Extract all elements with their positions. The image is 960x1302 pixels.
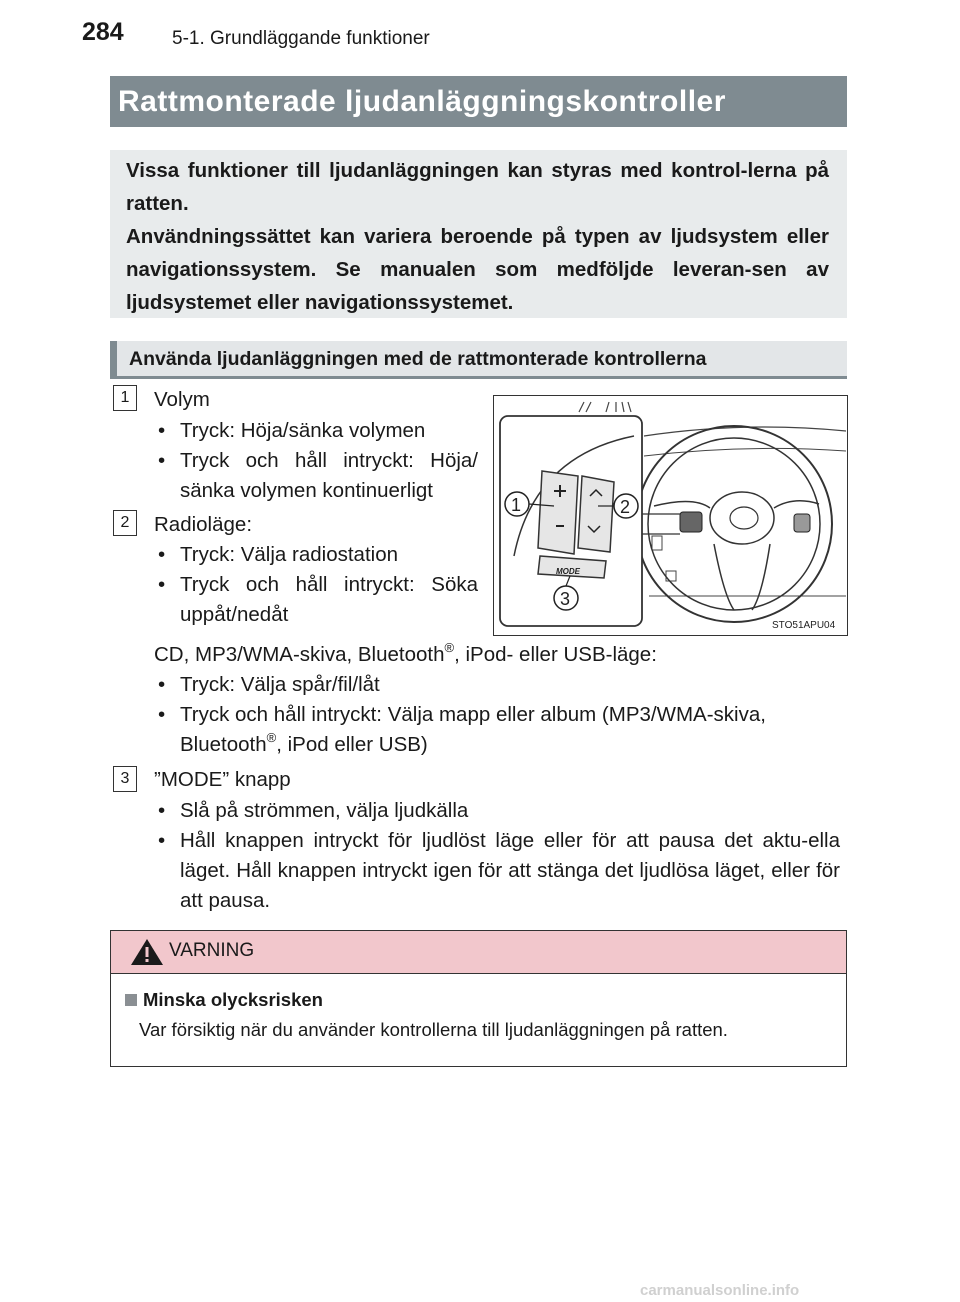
warning-title [125, 989, 323, 1011]
cd-bullet-1-text: Tryck: Välja spår/fil/låt [180, 673, 380, 696]
mode-title: ”MODE” knapp [154, 768, 291, 791]
intro-box [110, 150, 847, 318]
volume-title: Volym [154, 388, 210, 411]
cd-bullet-2-text-a: Tryck och håll intryckt: Välja mapp eller album (MP3/WMA-skiva, Bluetooth [180, 703, 766, 756]
cd-bullet-2: • Tryck och håll intryckt: Välja mapp eller album (MP3/WMA-skiva, Bluetooth®, iPod eller USB) [158, 703, 766, 756]
warning-body: Var försiktig när du använder kontrollerna till ljudanläggningen på ratten. [139, 1019, 728, 1040]
radio-bullet-2: • Tryck och håll intryckt: Söka uppåt/nedåt [158, 570, 478, 630]
volume-bullet-1-text: Tryck: Höja/sänka volymen [180, 419, 426, 442]
intro-line-1: Vissa funktioner till ljudanläggningen kan styras med kontrol-lerna på ratten. [126, 159, 829, 215]
mode-button-label: MODE [556, 567, 580, 576]
warning-label: VARNING [169, 940, 255, 961]
intro-line-2: Användningssättet kan variera beroende på typen av ljudsystem eller navigationssystem. Se manualen som medföljde leveran-sen av ljudsystemet eller navigationssystemet. [126, 225, 829, 314]
cd-bullet-2-text-b: , iPod eller USB) [276, 733, 428, 756]
radio-bullet-2-text: Tryck och håll intryckt: Söka uppåt/nedåt [180, 573, 478, 626]
page-title: Rattmonterade ljudanläggningskontroller [110, 76, 847, 127]
steering-wheel-figure [493, 395, 848, 636]
cd-bullet-1: • Tryck: Välja spår/fil/låt [158, 670, 848, 700]
callout-3: 3 [560, 589, 571, 609]
subheading: Använda ljudanläggningen med de rattmonterade kontrollerna [110, 341, 847, 379]
volume-bullet-2-text: Tryck och håll intryckt: Höja/ sänka volymen kontinuerligt [180, 449, 478, 502]
cd-title-a: CD, MP3/WMA-skiva, Bluetooth [154, 643, 445, 666]
warning-header [111, 931, 846, 974]
item-number-1: 1 [113, 385, 137, 411]
warning-title-text: Minska olycksrisken [143, 989, 323, 1010]
warning-triangle-icon [129, 937, 165, 967]
registered-mark-2: ® [266, 730, 277, 745]
radio-bullet-1: • Tryck: Välja radiostation [158, 540, 478, 570]
callout-2: 2 [620, 497, 631, 517]
steering-wheel-illustration [494, 396, 846, 634]
volume-bullet-2: • Tryck och håll intryckt: Höja/ sänka volymen kontinuerligt [158, 446, 478, 506]
cd-title-b: , iPod- eller USB-läge: [454, 643, 657, 666]
page-number: 284 [82, 18, 124, 46]
item-number-2: 2 [113, 510, 137, 536]
registered-mark: ® [444, 640, 455, 655]
mode-bullet-2-text: Håll knappen intryckt för ljudlöst läge eller för att pausa det aktu-ella läget. Håll knappen intryckt igen för att stänga det ljudlösa läget, eller för att pausa. [180, 829, 840, 912]
square-bullet-icon [125, 994, 137, 1006]
radio-title: Radioläge: [154, 513, 253, 536]
mode-bullet-1: • Slå på strömmen, välja ljudkälla [158, 796, 848, 826]
callout-1: 1 [511, 495, 522, 515]
figure-code: STO51APU04 [772, 620, 836, 631]
radio-bullet-1-text: Tryck: Välja radiostation [180, 543, 398, 566]
section-label: 5-1. Grundläggande funktioner [172, 28, 430, 49]
warning-box [110, 930, 847, 1067]
cd-title [154, 640, 657, 670]
volume-bullet-1: • Tryck: Höja/sänka volymen [158, 416, 478, 446]
item-number-3: 3 [113, 766, 137, 792]
mode-bullet-1-text: Slå på strömmen, välja ljudkälla [180, 799, 469, 822]
watermark: carmanualsonline.info [640, 1282, 800, 1299]
mode-bullet-2: • Håll knappen intryckt för ljudlöst läge eller för att pausa det aktu-ella läget. Håll knappen intryckt igen för att stänga det ljudlösa läget, eller för att pausa. [158, 826, 840, 916]
